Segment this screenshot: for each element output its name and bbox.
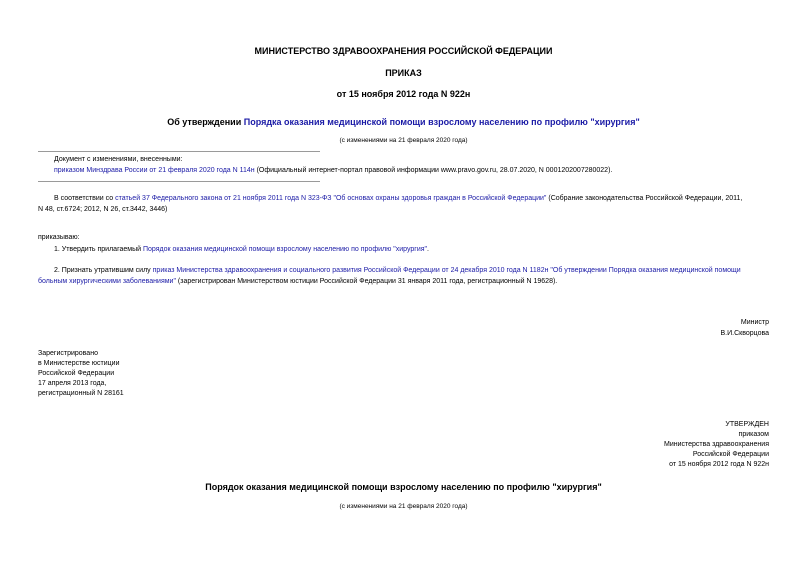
approved-block [560,420,769,470]
approved-line: Министерства здравоохранения [664,441,769,448]
item2-prefix: 2. Признать утратившим силу [54,267,153,274]
amend-rest: (Официальный интернет-портал правовой информации www.pravo.gov.ru, 28.07.2020, N 0001202007280022). [254,167,613,174]
item2-link-b[interactable]: больным хирургическими заболеваниями" [38,278,176,285]
approved-line: от 15 ноября 2012 года N 922н [669,461,769,468]
amend-label: Документ с изменениями, внесенными: [54,156,183,163]
order-item-2-line1 [54,266,741,276]
annex-changes: (с изменениями на 21 февраля 2020 года) [339,503,468,510]
preamble-text1: В соответствии со [54,195,116,202]
order-item-1 [54,245,429,255]
title-changes: (с изменениями на 21 февраля 2020 года) [339,137,468,144]
registration-line: в Министерстве юстиции [38,360,120,367]
item2-link-a[interactable]: приказ Министерства здравоохранения и социального развития Российской Федерации от 24 декабря 2010 года N 1182н "Об утверждении Порядка оказания медицинской помощи [152,267,741,274]
approved-line: УТВЕРЖДЕН [725,421,769,428]
signature-name: В.И.Скворцова [720,330,769,337]
divider-bottom [38,181,320,182]
signature-role: Министр [740,319,769,326]
doc-type-heading: ПРИКАЗ [385,68,422,78]
registration-line: Зарегистрировано [38,350,98,357]
item1-suffix: . [427,246,429,253]
preamble-text2: (Собрание законодательства Российской Федерации, 2011, [546,195,743,202]
doc-date-number: от 15 ноября 2012 года N 922н [336,89,471,99]
ministry-heading: МИНИСТЕРСТВО ЗДРАВООХРАНЕНИЯ РОССИЙСКОЙ ФЕДЕРАЦИИ [254,46,553,56]
registration-line: Российской Федерации [38,370,115,377]
title-prefix: Об утверждении [167,117,244,127]
annex-title: Порядок оказания медицинской помощи взрослому населению по профилю "хирургия" [205,482,602,492]
item1-link[interactable]: Порядок оказания медицинской помощи взрослому населению по профилю "хирургия" [142,246,428,253]
amend-line [54,166,612,176]
order-label: приказываю: [38,234,80,241]
approved-line: Российской Федерации [692,451,769,458]
registration-block [38,349,124,399]
title-link[interactable]: Порядка оказания медицинской помощи взрослому населению по профилю "хирургия" [243,117,640,127]
divider-top [38,151,320,152]
approved-line: приказом [738,431,769,438]
amend-link[interactable]: приказом Минздрава России от 21 февраля 2020 года N 114н [54,167,255,174]
order-item-2-line2 [38,277,557,287]
item1-prefix: 1. Утвердить прилагаемый [54,246,143,253]
item2-suffix: (зарегистрирован Министерством юстиции Российской Федерации 31 января 2011 года, регистрационный N 19628). [175,278,558,285]
preamble-link[interactable]: статьей 37 Федерального закона от 21 ноября 2011 года N 323-ФЗ "Об основах охраны здоровья граждан в Российской Федерации" [115,195,547,202]
registration-line: регистрационный N 28161 [38,390,124,397]
preamble-line1 [54,194,742,204]
document-title [0,117,807,127]
preamble-line2: N 48, ст.6724; 2012, N 26, ст.3442, 3446) [38,206,168,213]
registration-line: 17 апреля 2013 года, [38,380,107,387]
